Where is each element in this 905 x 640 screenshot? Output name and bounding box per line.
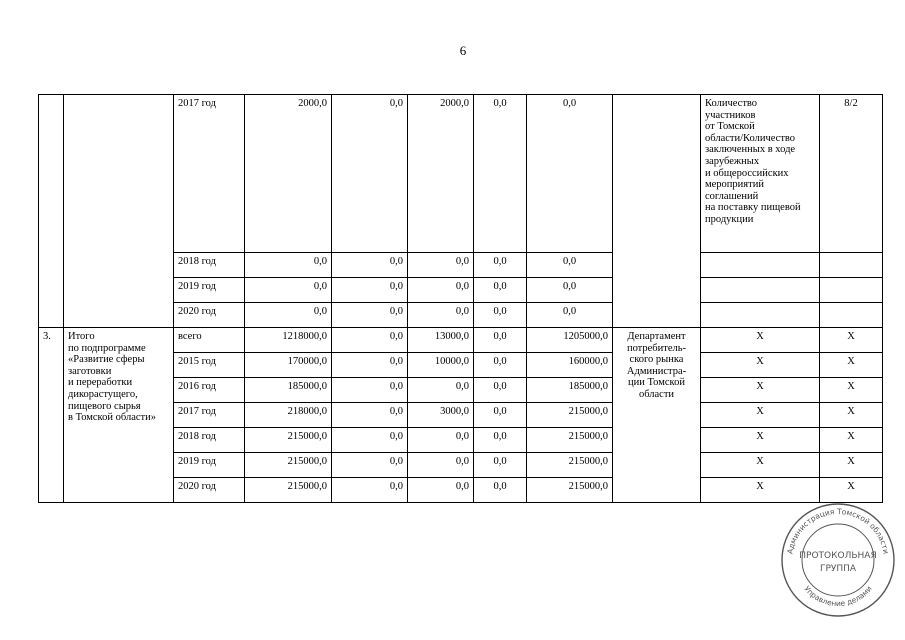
indicator-value-cell: X: [820, 453, 883, 478]
value-cell: 0,0: [332, 303, 408, 328]
year-cell: 2018 год: [174, 253, 245, 278]
value-cell: 0,0: [332, 453, 408, 478]
indicator-value-cell: X: [820, 428, 883, 453]
total-cell: 215000,0: [245, 428, 332, 453]
indicator-value-cell: X: [820, 478, 883, 503]
value-cell: 0,0: [527, 278, 613, 303]
value-cell: 0,0: [332, 378, 408, 403]
indicator-cell: [701, 278, 820, 303]
total-cell: 1218000,0: [245, 328, 332, 353]
executor-cell: Департамент потребитель- ского рынка Администра- ции Томской области: [613, 328, 701, 503]
stamp-ring-top-text: Администрация Томской области: [785, 506, 891, 555]
total-cell: 0,0: [245, 303, 332, 328]
value-cell: 0,0: [527, 95, 613, 253]
indicator-value-cell: [820, 253, 883, 278]
subprogram-name-cell: Итого по подпрограмме «Развитие сферы заготовки и переработки дикорастущего, пищевого сырья в Томской области»: [64, 328, 174, 503]
indicator-value-cell: X: [820, 328, 883, 353]
indicator-cell: Количество участников от Томской области/Количество заключенных в ходе зарубежных и общероссийских мероприятий соглашений на поставку пищевой продукции: [701, 95, 820, 253]
value-cell: 0,0: [474, 353, 527, 378]
row-number-cell: [39, 95, 64, 328]
indicator-value-cell: [820, 303, 883, 328]
value-cell: 0,0: [474, 378, 527, 403]
value-cell: 185000,0: [527, 378, 613, 403]
year-cell: 2017 год: [174, 403, 245, 428]
indicator-cell: X: [701, 378, 820, 403]
value-cell: 0,0: [408, 428, 474, 453]
value-cell: 0,0: [527, 253, 613, 278]
value-cell: 0,0: [474, 403, 527, 428]
year-cell: 2019 год: [174, 453, 245, 478]
indicator-value-cell: 8/2: [820, 95, 883, 253]
value-cell: 2000,0: [408, 95, 474, 253]
name-cell: [64, 95, 174, 328]
value-cell: 0,0: [408, 453, 474, 478]
table-row: [39, 328, 883, 353]
total-cell: 215000,0: [245, 453, 332, 478]
total-cell: 0,0: [245, 253, 332, 278]
value-cell: 0,0: [474, 428, 527, 453]
value-cell: 0,0: [474, 303, 527, 328]
program-table: [38, 94, 883, 503]
value-cell: 0,0: [474, 95, 527, 253]
total-cell: 218000,0: [245, 403, 332, 428]
indicator-cell: X: [701, 428, 820, 453]
value-cell: 0,0: [332, 253, 408, 278]
value-cell: 0,0: [474, 253, 527, 278]
value-cell: 13000,0: [408, 328, 474, 353]
value-cell: 1205000,0: [527, 328, 613, 353]
protocol-group-stamp: [778, 500, 898, 620]
value-cell: 160000,0: [527, 353, 613, 378]
year-cell: 2019 год: [174, 278, 245, 303]
value-cell: 0,0: [408, 278, 474, 303]
value-cell: 215000,0: [527, 478, 613, 503]
value-cell: 215000,0: [527, 403, 613, 428]
year-cell: 2018 год: [174, 428, 245, 453]
page-number: 6: [459, 43, 467, 58]
indicator-value-cell: X: [820, 403, 883, 428]
year-cell: 2015 год: [174, 353, 245, 378]
indicator-cell: X: [701, 453, 820, 478]
year-cell: всего: [174, 328, 245, 353]
value-cell: 0,0: [408, 478, 474, 503]
year-cell: 2020 год: [174, 303, 245, 328]
value-cell: 10000,0: [408, 353, 474, 378]
value-cell: 0,0: [332, 403, 408, 428]
indicator-value-cell: X: [820, 378, 883, 403]
indicator-value-cell: X: [820, 353, 883, 378]
value-cell: 0,0: [408, 253, 474, 278]
executor-cell: [613, 95, 701, 328]
svg-text:Администрация Томской области: [785, 507, 890, 555]
value-cell: 0,0: [474, 328, 527, 353]
value-cell: 0,0: [332, 278, 408, 303]
year-cell: 2017 год: [174, 95, 245, 253]
indicator-cell: [701, 303, 820, 328]
stamp-center-line2: ГРУППА: [819, 564, 857, 574]
total-cell: 0,0: [245, 278, 332, 303]
indicator-cell: X: [701, 328, 820, 353]
value-cell: 215000,0: [527, 428, 613, 453]
stamp-center-line1: ПРОТОКОЛЬНАЯ: [799, 551, 877, 561]
value-cell: 0,0: [408, 303, 474, 328]
value-cell: 215000,0: [527, 453, 613, 478]
indicator-cell: X: [701, 478, 820, 503]
indicator-cell: X: [701, 403, 820, 428]
value-cell: 0,0: [332, 353, 408, 378]
row-number-cell: 3.: [39, 328, 64, 503]
value-cell: 0,0: [474, 278, 527, 303]
value-cell: 0,0: [527, 303, 613, 328]
year-cell: 2016 год: [174, 378, 245, 403]
value-cell: 0,0: [332, 428, 408, 453]
value-cell: 3000,0: [408, 403, 474, 428]
total-cell: 2000,0: [245, 95, 332, 253]
total-cell: 215000,0: [245, 478, 332, 503]
value-cell: 0,0: [332, 328, 408, 353]
indicator-cell: [701, 253, 820, 278]
value-cell: 0,0: [474, 453, 527, 478]
table-row: [39, 95, 883, 253]
indicator-value-cell: [820, 278, 883, 303]
year-cell: 2020 год: [174, 478, 245, 503]
value-cell: 0,0: [332, 478, 408, 503]
stamp-ring-bottom-text: Управление делами: [802, 584, 874, 609]
value-cell: 0,0: [332, 95, 408, 253]
total-cell: 170000,0: [245, 353, 332, 378]
total-cell: 185000,0: [245, 378, 332, 403]
value-cell: 0,0: [408, 378, 474, 403]
indicator-cell: X: [701, 353, 820, 378]
value-cell: 0,0: [474, 478, 527, 503]
